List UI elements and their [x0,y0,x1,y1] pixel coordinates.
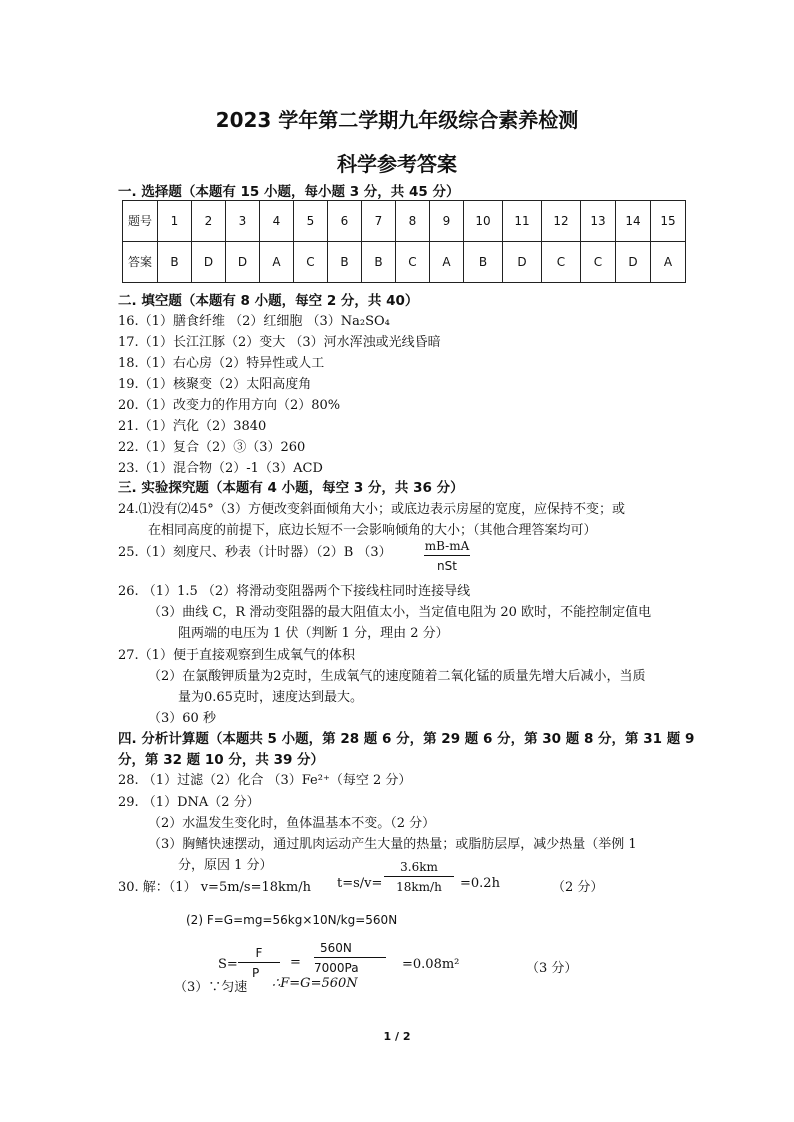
page-subtitle: 科学参考答案 [337,152,457,176]
table-cell: D [192,242,226,283]
fraction-30-area-denominator: 7000Pa [314,961,359,975]
answer-line-30-area: =0.08m² [402,957,460,972]
fraction-25-numerator: mB-mA [424,539,470,556]
answer-line-27d: （3）60 秒 [148,711,216,726]
section-4-heading-2: 分，第 32 题 10 分，共 39 分） [118,752,325,768]
answer-line-28: 28. （1）过滤（2）化合 （3）Fe²⁺（每空 2 分） [118,773,412,788]
answer-line-30-2: (2) F=G=mg=56kg×10N/kg=560N [186,913,398,927]
row-label-question: 题号 [123,201,158,242]
fraction-30-time-numerator: 3.6km [384,860,454,877]
answer-line-30-s: S= [218,957,238,972]
fraction-25 [424,539,470,573]
answer-line-29d: 分，原因 1 分） [178,858,273,873]
table-cell: A [260,242,294,283]
fraction-30-time [384,860,454,894]
answer-line-27b: （2）在氯酸钾质量为2克时，生成氧气的速度随着二氧化锰的质量先增大后减小，当质 [148,669,646,684]
answer-line-25: 25.（1）刻度尺、秒表（计时器）（2）B （3） [118,545,392,560]
table-cell: 3 [226,201,260,242]
table-row [123,242,686,283]
answer-line-30-3b: ∴F=G=560N [272,976,358,991]
answer-line-29a: 29. （1）DNA（2 分） [118,795,260,810]
fraction-30-time-denominator: 18km/h [396,880,442,894]
answer-table [122,200,686,283]
table-cell: B [328,242,362,283]
fraction-30-area-numerator: 560N [314,941,386,958]
table-cell: 11 [503,201,542,242]
table-cell: B [464,242,503,283]
table-cell: C [581,242,616,283]
answer-line-24b: 在相同高度的前提下，底边长短不一会影响倾角的大小；（其他合理答案均可） [148,523,597,538]
answer-line-26a: 26. （1）1.5 （2）将滑动变阻器两个下接线柱同时连接导线 [118,584,471,599]
table-cell: 13 [581,201,616,242]
table-cell: 5 [294,201,328,242]
answer-line-19: 19.（1）核聚变（2）太阳高度角 [118,377,312,392]
table-cell: 2 [192,201,226,242]
table-cell: 12 [542,201,581,242]
fraction-25-denominator: nSt [437,559,457,573]
table-cell: 15 [651,201,686,242]
table-cell: 9 [430,201,464,242]
answer-line-20: 20.（1）改变力的作用方向（2）80% [118,398,341,413]
answer-line-29c: （3）胸鳍快速摆动，通过肌肉运动产生大量的热量；或脂肪层厚，减少热量（举例 1 [148,837,637,852]
answer-line-30-score2: （3 分） [526,961,578,976]
table-cell: C [542,242,581,283]
table-cell: 14 [616,201,651,242]
fraction-30-area [314,941,386,975]
answer-line-16: 16.（1）膳食纤维 （2）红细胞 （3）Na₂SO₄ [118,314,390,329]
section-2-heading: 二. 填空题（本题有 8 小题，每空 2 分，共 40） [118,293,419,309]
table-cell: D [503,242,542,283]
table-row [123,201,686,242]
table-cell: 8 [396,201,430,242]
page-number: 1 / 2 [383,1030,411,1043]
answer-line-17: 17.（1）长江江豚（2）变大 （3）河水浑浊或光线昏暗 [118,335,441,350]
table-cell: D [616,242,651,283]
answer-line-21: 21.（1）汽化（2）3840 [118,419,267,434]
section-3-heading: 三. 实验探究题（本题有 4 小题，每空 3 分，共 36 分） [118,480,464,496]
table-cell: 7 [362,201,396,242]
section-1-heading: 一. 选择题（本题有 15 小题，每小题 3 分，共 45 分） [118,184,460,200]
answer-line-23: 23.（1）混合物（2）-1（3）ACD [118,461,323,476]
answer-line-27a: 27.（1）便于直接观察到生成氧气的体积 [118,648,355,663]
answer-line-30-result: =0.2h [460,876,500,891]
answer-line-30-eq: = [290,955,301,970]
table-cell: 6 [328,201,362,242]
section-4-heading-1: 四. 分析计算题（本题共 5 小题，第 28 题 6 分，第 29 题 6 分，第 30 题 8 分，第 31 题 9 [118,731,695,747]
table-cell: C [294,242,328,283]
answer-line-30-1: 30. 解：（1） v=5m/s=18km/h [118,880,311,895]
table-cell: A [651,242,686,283]
answer-line-27c: 量为0.65克时，速度达到最大。 [178,690,363,705]
answer-line-30-3a: （3）∵匀速 [174,980,248,995]
page-title: 2023 学年第二学期九年级综合素养检测 [215,108,579,132]
fraction-30-fp-numerator: F [238,946,280,963]
table-cell: 4 [260,201,294,242]
table-cell: B [362,242,396,283]
table-cell: C [396,242,430,283]
table-cell: A [430,242,464,283]
table-cell: 10 [464,201,503,242]
answer-line-24a: 24.⑴没有⑵45°（3）方便改变斜面倾角大小；或底边表示房屋的宽度，应保持不变；或 [118,502,625,517]
answer-line-29b: （2）水温发生变化时，鱼体温基本不变。（2 分） [148,816,436,831]
table-cell: D [226,242,260,283]
fraction-30-fp [238,946,280,980]
answer-line-30-score1: （2 分） [552,880,604,895]
answer-line-26b: （3）曲线 C，R 滑动变阻器的最大阻值太小，当定值电阻为 20 欧时，不能控制定值电 [148,605,652,620]
fraction-30-fp-denominator: P [252,966,260,980]
table-cell: 1 [158,201,192,242]
table-cell: B [158,242,192,283]
row-label-answer: 答案 [123,242,158,283]
answer-line-26c: 阻两端的电压为 1 伏（判断 1 分，理由 2 分） [178,626,449,641]
answer-line-30-t: t=s/v= [337,876,383,891]
answer-line-18: 18.（1）右心房（2）特异性或人工 [118,356,325,371]
answer-line-22: 22.（1）复合（2）③（3）260 [118,440,306,455]
